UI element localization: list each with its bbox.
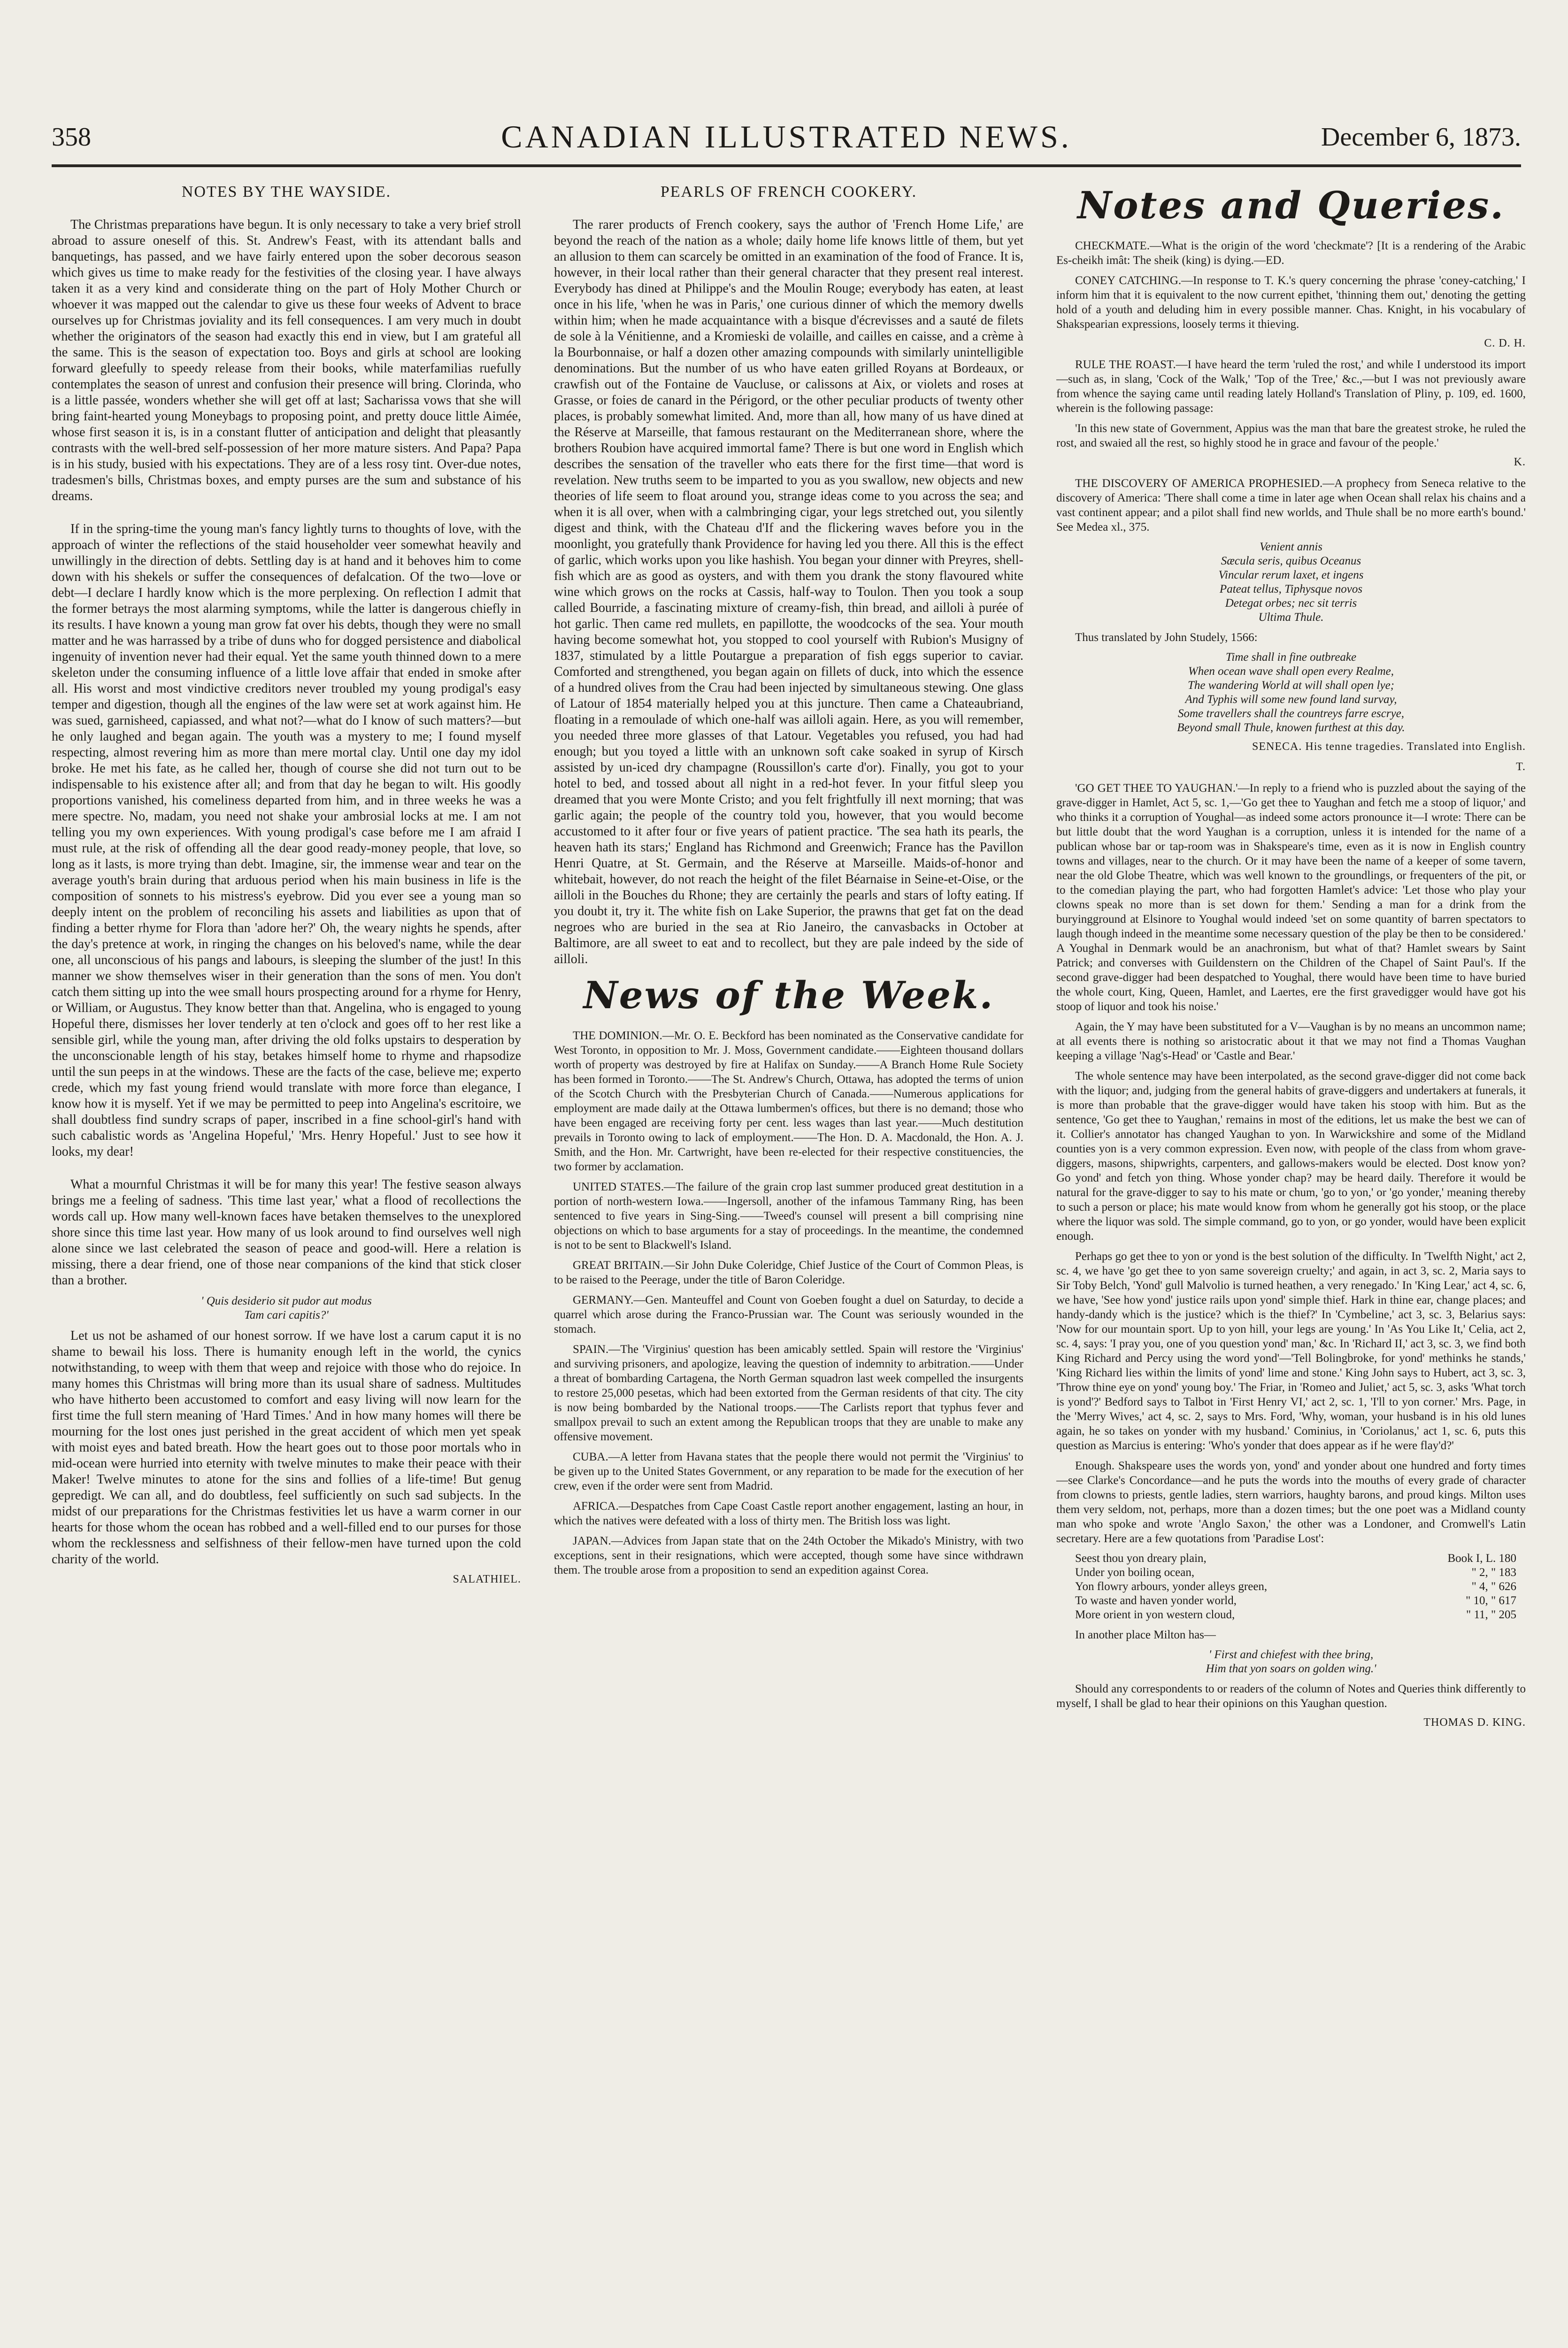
article-signature: SALATHIEL.: [453, 1573, 521, 1585]
column-notes-and-queries: [1056, 178, 1526, 2320]
issue-date: December 6, 1873.: [1321, 123, 1521, 152]
query-paragraph: CONEY CATCHING.—In response to T. K.'s query concerning the phrase 'coney-catching,' I inform him that it is equivalent to the now current epithet, 'thinning them out,' denoting the getting hold of a youth and deluding him in every possible manner. Chas. Knight, in his vocabulary of Shakspearian expressions, loosely terms it thieving.: [1056, 274, 1526, 331]
article-heading: NOTES BY THE WAYSIDE.: [181, 183, 392, 201]
query-paragraph: Again, the Y may have been substituted for a V—Vaughan is by no means an uncommon name; at all events there is nothing so aristocratic about it that we may not find a Thomas Vaughan keeping a village 'Nag's-Head' or 'Castle and Bear.': [1056, 1020, 1526, 1062]
quotation-row: More orient in yon western cloud, " 11, " 205: [1075, 1608, 1516, 1621]
verse-line: Vincular rerum laxet, et ingens: [1218, 569, 1364, 581]
verse-line: Him that yon soars on golden wing.': [1206, 1662, 1376, 1675]
query-paragraph: Thus translated by John Studely, 1566:: [1075, 631, 1258, 644]
verse-line: Time shall in fine outbreake: [1225, 651, 1357, 664]
verse-line: ' First and chiefest with thee bring,: [1208, 1648, 1374, 1661]
article-paragraph: The Christmas preparations have begun. It is only necessary to take a very brief stroll abroad to assure oneself of this. St. Andrew's Feast, with its attendant balls and banquetings, has passed, and we have fairly entered upon the sober decorous season which gives us time to make ready for the festivities of the closing year. I have always taken it as a very kind and considerate thing on the part of Holy Mother Church or whoever it was mapped out the calendar to give us these four weeks of Advent to brace ourselves up for Christmas joviality and its fell consequences. I am very much in doubt whether the originators of the season had exactly this end in view, but I am grateful all the same. This is the season of expectation too. Boys and girls at school are looking forward gleefully to speedy release from their books, while materfamilias ruefully contemplates the season of unrest and confusion their presence will bring. Clorinda, who is a little passée, wonders whether she will get off at last; Sacharissa vows that she will bring faint-hearted young Moneybags to proposing point, and pretty douce little Aimée, whose first season it is, is in a constant flutter of anticipation and delight that pleasantly contrasts with the well-bred self-possession of her more mature sisters. And Papa? Papa is in his study, busied with his expectations. They are of a less rosy tint. Over-due notes, tradesmen's bills, Christmas boxes, and empty purses are the sum and substance of his dreams.: [52, 217, 521, 503]
news-item: AFRICA.—Despatches from Cape Coast Castle report another engagement, lasting an hour, in which the natives were defeated with a loss of thirty men. The British loss was light.: [554, 1500, 1023, 1527]
quotation-row: Seest thou yon dreary plain, Book I, L. 180: [1075, 1552, 1516, 1565]
verse-line: Beyond small Thule, knowen furthest at this day.: [1177, 721, 1405, 734]
query-paragraph: 'GO GET THEE TO YAUGHAN.'—In reply to a friend who is puzzled about the saying of the grave-digger in Hamlet, Act 5, sc. 1,—'Go get thee to Yaughan and fetch me a stoop of liquor,' and who thinks it a corruption of Youghal—as indeed some actors pronounce it—I wrote: There can be but little doubt that the word Yaughan is a corruption, unless it is intended for the name of a publican whose bar or tap-room was in Shakspeare's time, even as it is now in English country towns and villages, near to the church. Or it may have been the name of a keeper of some tavern, near the old Globe Theatre, which was well known to the groundlings, or frequenters of the pit, or to the comedian playing the part, who had forgotten Hamlet's advice: 'Let those who play your clowns speak no more than is set down for them.' Sending a man for a drink from the buryingground at Elsinore to Youghal would indeed 'set on some quantity of barren spectators to laugh though indeed in the meantime some necessary question of the play be then to be considered.' A Youghal in Denmark would be an anachronism, but what of that? Hamlet swears by Saint Patrick; and converses with Guildenstern on the Children of the Chapel of Saint Paul's. If the second grave-digger had been despatched to Youghal, there would have been time to have buried the whole court, King, Queen, Hamlet, and Laertes, ere the first gravedigger would have got his stoop of liquor and took his noise.': [1056, 782, 1526, 1013]
quote-line: ' Quis desiderio sit pudor aut modus: [201, 1295, 372, 1307]
query-paragraph: THE DISCOVERY OF AMERICA PROPHESIED.—A prophecy from Seneca relative to the discovery of America: 'There shall come a time in later age when Ocean shall relax his chains and a vast continent appear; and a pilot shall find new worlds, and Thule shall be no more earth's bound.' See Medea xl., 375.: [1056, 477, 1526, 533]
query-paragraph: CHECKMATE.—What is the origin of the word 'checkmate'? [It is a rendering of the Arabic Es-cheikh imât: The sheik (king) is dying.—ED.: [1056, 239, 1526, 267]
news-item: GREAT BRITAIN.—Sir John Duke Coleridge, Chief Justice of the Court of Common Pleas, is to be raised to the Peerage, under the title of Baron Coleridge.: [554, 1259, 1023, 1286]
query-paragraph: In another place Milton has—: [1075, 1629, 1216, 1641]
query-signature: T.: [1516, 761, 1526, 773]
section-heading-notes-and-queries: Notes and Queries.: [1077, 183, 1505, 227]
article-paragraph: Let us not be ashamed of our honest sorrow. If we have lost a carum caput it is no shame to bewail his loss. There is humanity enough left in the world, the cynics notwithstanding, to weep with them that weep and rejoice with those who do rejoice. In many homes this Christmas will bring more than its usual share of sadness. Multitudes who have hitherto been accustomed to comfort and easy living will now learn for the first time the full stern meaning of 'Hard Times.' And in how many homes will there be mourning for the lost ones just perished in the great accident of which men yet speak with moist eyes and bated breath. How the heart goes out to those poor mortals who in mid-ocean were hurried into eternity with twelve minutes to make their peace with their Maker! Twelve minutes to atone for the sins and follies of a life-time! But genug gepredigt. We can all, and do doubtless, feel sufficiently on such sad subjects. In the midst of our preparations for the Christmas festivities let us have a warm corner in our hearts for those whom the ocean has robbed and a well-filled end to our purses for those whom the recklessness and selfishness of their fellow-men have turned upon the cold charity of the world.: [52, 1328, 521, 1567]
verse-line: When ocean wave shall open every Realme,: [1188, 665, 1394, 678]
english-verse: [1056, 650, 1526, 735]
milton-verse: [1056, 1648, 1526, 1676]
article-heading: PEARLS OF FRENCH COOKERY.: [660, 183, 917, 201]
section-heading-news-of-the-week: News of the Week.: [583, 973, 994, 1017]
quotation-row: Under yon boiling ocean, " 2, " 183: [1075, 1566, 1516, 1579]
page-number: 358: [52, 123, 91, 152]
news-item: CUBA.—A letter from Havana states that the people there would not permit the 'Virginius' to be given up to the United States Government, or any reparation to be made for the execution of her crew, even if the order were sent from Madrid.: [554, 1451, 1023, 1492]
news-item: JAPAN.—Advices from Japan state that on the 24th October the Mikado's Ministry, with two exceptions, sent in their resignations, which were accepted, though some have since withdrawn them. The trouble arose from a proposition to send an expedition against Corea.: [554, 1535, 1023, 1576]
query-paragraph: RULE THE ROAST.—I have heard the term 'ruled the rost,' and while I understood its import—such as, in slang, 'Cock of the Walk,' 'Top of the Tree,' &c.,—but I was not previously aware from whence the saying came until reading lately Holland's Translation of Pliny, p. 109, ed. 1600, wherein is the following passage:: [1056, 358, 1526, 415]
article-paragraph: The rarer products of French cookery, says the author of 'French Home Life,' are beyond the reach of the nation as a whole; daily home life knows little of them, but yet an allusion to them can scarcely be omitted in an examination of the food of France. It is, however, in their local rather than their general character that they present real interest. Everybody has dined at Philippe's and the Moulin Rouge; everybody has eaten, at least once in his life, 'when he was in Paris,' one curious dinner of which the memory dwells within him; when he made acquaintance with a bisque d'écrevisses and a sauté de filets de sole à la Vénitienne, and a Kromieski de volaille, and cailles en caisse, and a crème à la Bourbonnaise, or half a dozen other amazing compounds with similarly unintelligible denominations. But the number of us who have eaten grilled Royans at Bordeaux, or crawfish out of the Fontaine de Vaucluse, or calissons at Aix, or violets and roses at Grasse, or foies de canard in the Périgord, or the other peculiar products of twenty other places, is probably somewhat limited. And, more than all, how many of us have dined at the Réserve at Marseille, that famous restaurant on the Mediterranean shore, where the brothers Roubion have acquired immortal fame? There is but one word in English which describes the sensation of the traveller who eats there for the first time—that word is revelation. New truths seem to be imparted to you as you swallow, new objects and new theories of life seem to float around you, strange ideas come to you across the sea; and when it is all over, when with a calmbringing cigar, your legs stretched out, you silently digest and think, with the Chateau d'If and the flickering waves before you in the moonlight, you gratefully thank Providence for having led you there. All this is the effect of garlic, which works upon you like hashish. You began your dinner with Preyres, shell-fish which are as good as oysters, and with them you drank the stony flavoured white wine which grows on the rocks at Cassis, half-way to Toulon. Then you took a soup called Bourride, a fascinating mixture of creamy-fish, thin bread, and ailloli à purée of hot garlic. Then came red mullets, en papillotte, the woodcocks of the sea. Your mouth having become somewhat hot, you stopped to cool yourself with Rubion's Musigny of 1837, stimulated by a little Poutargue a preparation of fish eggs superior to caviar. Comforted and strengthened, you began again on fillets of duck, into which the essence of a hundred olives from the Crau had been injected by simultaneous stewing. One glass of Latour of 1854 materially helped you at this juncture. Then came a Chateaubriand, floating in a remoulade of which one-half was ailloli again. Here, as you will remember, you needed three more glasses of that Latour. Vegetables you refused, you had had enough; but you toyed a little with an unknown soft cake soaked in syrup of Kirsch assisted by un-iced dry champagne (Roussillon's carte d'or). Finally, you got to your hotel to bed, and tossed about all night in a red-hot fever. In your fitful sleep you dreamed that you were Monte Cristo; and you felt frightfully ill next morning; that was garlic again; the people of the country told you, however, that you would become accustomed to it after four or five years of patient practice. 'The sea hath its pearls, the heaven hath its stars;' England has Richmond and Greenwich; France has the Pavillon Henri Quatre, at St. Germain, and the Réserve at Marseille. Maids-of-honor and whitebait, however, do not reach the height of the filet Béarnaise in Seine-et-Oise, or the ailloli in the Bouches du Rhone; they are certainly the pearls and stars of lofty eating. If you doubt it, try it. The white fish on Lake Superior, the prawns that get fat on the dead negroes who are buried in the sea at Rio Janeiro, the canvasbacks in October at Baltimore, are all sweet to eat and to recollect, but they are pale indeed by the side of ailloli.: [554, 217, 1023, 966]
divider: [52, 510, 521, 521]
latin-quote: [52, 1294, 521, 1322]
news-item: THE DOMINION.—Mr. O. E. Beckford has been nominated as the Conservative candidate for West Toronto, in opposition to Mr. J. Moss, Government candidate.——Eighteen thousand dollars worth of property was destroyed by fire at Halifax on Sunday.——A Branch Home Rule Society has been formed in Toronto.——The St. Andrew's Church, Ottawa, has adopted the terms of union of the Scotch Church with the Presbyterian Church of Canada.——Numerous applications for employment are made daily at the Ottawa lumbermen's offices, but there is no demand; those who have been engaged are receiving forty per cent. less wages than last year.——Much destitution prevails in Toronto owing to lack of employment.——The Hon. D. A. Macdonald, the Hon. A. J. Smith, and the Hon. Mr. Cartwright, have been re-elected for their respective constituencies, the two former by acclamation.: [554, 1029, 1023, 1173]
quote-line: Tam cari capitis?': [244, 1309, 329, 1321]
milton-quotations-table: [1075, 1552, 1526, 1622]
column-notes-by-the-wayside: [52, 178, 521, 2320]
article-paragraph: If in the spring-time the young man's fancy lightly turns to thoughts of love, with the approach of winter the reflections of the staid householder veer somewhat heavily and unwillingly in the direction of debts. Settling day is at hand and it behoves him to come down with his shekels or suffer the consequences of defalcation. Of the two—love or debt—I declare I hardly know which is the more perplexing. On reflection I admit that the former betrays the most alarming symptoms, while the latter is dangerous chiefly in its results. I have known a young man grow fat over his debts, though they were no small matter and he was harrassed by a tribe of duns who for dogged persistence and diabolical ingenuity of invention never had their equal. Yet the same youth thinned down to a mere skeleton under the consuming influence of a little love affair that ended in smoke after all. His worst and most vindictive creditors never troubled my young prodigal's easy temper and digestion, though all the engines of the law were set at work against him. He was sued, garnisheed, capiassed, and what not?—what do I know of such matters?—but he only laughed and began again. The youth was a mystery to me; I found myself respecting, almost revering him as more than mere mortal clay. Until one day my idol broke. He met his fate, as he called her, though of course she did not turn out to be indispensable to his existence after all; and from that day he began to wilt. His goodly proportions vanished, his comeliness departed from him, and in three weeks he was a mere spectre. No, madam, you need not shake your ambrosial locks at me. I am not telling you my own experiences. With young prodigal's case before me I am afraid I must rule, at the risk of offending all the dear good ready-money people, that love, so long as it lasts, is more trying than debt. Imagine, sir, the immense wear and tear on the average youth's brain during that arduous period when his main business in life is the composition of sonnets to his mistress's eyebrow. Did you ever see a young man so deeply intent on the problem of reconciling his assets and liabilities as upon that of finding a better rhyme for Flora than 'adore her?' Oh, the weary nights he spends, after the day's pretence at work, in ringing the changes on his beloved's name, while the dear one, all unconscious of his pangs and labours, is sleeping the slumber of the just! In this manner we show themselves wiser in their generation than the sons of men. You don't catch them sitting up into the wee small hours prospecting around for a rhyme for Henry, or William, or Augustus. They know better than that. Angelina, who is engaged to young Hopeful there, dismisses her lover tenderly at ten o'clock and goes off to her rest like a sensible girl, while the young man, after driving the old folks upstairs to desperation by the unconscionable length of his stay, betakes himself home to rhyme and rhapsodize until the sun peeps in at the windows. These are the facts of the case, believe me; experto crede, which my fast young friend would translate with more force than elegance, I know how it is myself. Yet if we may be permitted to peep into Angelina's escritoire, we shall doubtless find sundry scraps of paper, inscribed in a fine school-girl's hand with such cabalistic words as 'Angelina Hopeful,' 'Mrs. Henry Hopeful.' Just to see how it looks, my dear!: [52, 522, 521, 1159]
query-paragraph: Perhaps go get thee to yon or yond is the best solution of the difficulty. In 'Twelfth Night,' act 2, sc. 4, we have 'go get thee to yon same sovereign cruelty;' and again, in act 3, sc. 2, Maria says to Sir Toby Belch, 'Yond' gull Malvolio is turned heathen, a very renegado.' In 'King Lear,' act 4, sc. 6, we have, 'See how yond' justice rails upon yond' simple thief. Hark in thine ear, change places; and handy-dandy which is the justice? which is the thief?' In 'Cymbeline,' act 3, sc. 3, Belarius says: 'Now for our mountain sport. Up to yon hill, your legs are young.' In 'As You Like It,' Celia, act 2, sc. 4, says: 'I pray you, one of you question yond' man,' &c. In 'Richard II,' act 3, sc. 3, we find both King Richard and Percy using the word yond'—'Tell Bolingbroke, for yond' methinks he stands,' 'King Richard lies within the limits of yond' lime and stone.' King John says to Hubert, act 3, sc. 3, 'Throw thine eye on yond' young boy.' The Friar, in 'Romeo and Juliet,' act 5, sc. 3, asks 'What torch is yond'?' Bedford says to Talbot in 'First Henry VI,' act 2, sc. 1, 'I'll to yon corner.' Mrs. Page, in the 'Merry Wives,' act 4, sc. 2, says to Mrs. Ford, 'Why, woman, your husband is in his old lunes again, he so takes on yonder with my husband.' Cominius, in 'Coriolanus,' act 1, sc. 6, puts this question as Marcius is entering: 'Who's yonder that does appear as if he were flay'd?': [1056, 1250, 1526, 1452]
latin-verse: [1056, 540, 1526, 625]
verse-line: Venient annis: [1259, 541, 1322, 553]
query-quote: 'In this new state of Government, Appius was the man that bare the greatest stroke, he ruled the rost, and swaied all the rest, so highly stood he in grace and favour of the people.': [1056, 422, 1526, 449]
verse-line: And Typhis will some new found land survay,: [1185, 693, 1397, 706]
verse-line: Pateat tellus, Tiphysque novos: [1219, 583, 1363, 595]
verse-line: Detegat orbes; nec sit terris: [1225, 597, 1357, 610]
query-paragraph: Enough. Shakspeare uses the words yon, yond' and yonder about one hundred and forty times—see Clarke's Concordance—and he puts the words into the mouths of every grade of character from clowns to priests, gentle ladies, stern warriors, haughty barons, and proud kings. Milton uses them very seldom, not, perhaps, more than a dozen times; but the one poet was a Midland county man who spoke and wrote 'Anglo Saxon,' the other was a Londoner, and Cromwell's Latin secretary. Here are a few quotations from 'Paradise Lost':: [1056, 1460, 1526, 1545]
verse-line: Ultima Thule.: [1258, 611, 1324, 624]
newspaper-title: CANADIAN ILLUSTRATED NEWS.: [501, 119, 1072, 154]
article-paragraph: What a mournful Christmas it will be for many this year! The festive season always brings me a feeling of sadness. 'This time last year,' what a flood of recollections the words call up. How many well-known faces have betaken themselves to the unexplored shore since this time last year. How many of us look around to find ourselves well nigh alone since we last celebrated the season of peace and good-will. Here a relation is missing, there a dear friend, one of those near companions of the kind that stick closer than a brother.: [52, 1177, 521, 1288]
masthead-rule: [52, 164, 1521, 167]
verse-line: The wandering World at will shall open lye;: [1187, 679, 1395, 692]
verse-line: Sæcula seris, quibus Oceanus: [1221, 555, 1361, 567]
divider: [52, 1166, 521, 1177]
query-paragraph: Should any correspondents to or readers of the column of Notes and Queries think differently to myself, I shall be glad to hear their opinions on this Yaughan question.: [1056, 1683, 1526, 1710]
news-item: UNITED STATES.—The failure of the grain crop last summer produced great destitution in a portion of north-western Iowa.——Ingersoll, another of the infamous Tammany Ring, has been sentenced to five years in Sing-Sing.——Tweed's counsel will present a bill comprising nine objections on which to base arguments for a stay of proceedings. In the meantime, the condemned is not to be sent to Blackwell's Island.: [554, 1181, 1023, 1251]
query-paragraph: The whole sentence may have been interpolated, as the second grave-digger did not come back with the liquor; and, judging from the general habits of grave-diggers and undertakers at funerals, it is more than probable that the grave-digger would have taken his stoop with him. But as the sentence, 'Go get thee to Yaughan,' remains in most of the editions, let us make the best we can of it. Collier's annotator has changed Yaughan to yon. In Warwickshire and some of the Midland counties yon is a very common expression. Even now, with people of the class from whom grave-diggers, masons, shipwrights, carpenters, and gallows-makers would be elected. Dost know yon? Go yond' and fetch yon thing. Whose yonder chap? may be heard daily. Therefore it would be natural for the grave-digger to say to his mate or chum, 'go to yon,' or 'go yonder,' meaning thereby to such a person or place; his mate would know from whom he generally got his stoop, or the place where the liquor was sold. The simple command, go to yon, or go yonder, would have been explicit enough.: [1056, 1070, 1526, 1243]
verse-line: Some travellers shall the countreys farre escrye,: [1177, 707, 1405, 720]
masthead: [52, 113, 1521, 164]
column-french-cookery-and-news: [554, 178, 1023, 2320]
verse-attribution: SENECA. His tenne tragedies. Translated into English.: [1252, 741, 1526, 753]
query-signature: K.: [1514, 456, 1526, 468]
query-signature: THOMAS D. KING.: [1423, 1716, 1526, 1729]
news-item: GERMANY.—Gen. Manteuffel and Count von Goeben fought a duel on Saturday, to decide a quarrel which arose during the Franco-Prussian war. The Count was seriously wounded in the stomach.: [554, 1294, 1023, 1336]
query-signature: C. D. H.: [1484, 337, 1526, 349]
quotation-row: To waste and haven yonder world, " 10, " 617: [1075, 1594, 1516, 1607]
quotation-row: Yon flowry arbours, yonder alleys green, " 4, " 626: [1075, 1580, 1516, 1593]
news-item: SPAIN.—The 'Virginius' question has been amicably settled. Spain will restore the 'Virginius' and surviving prisoners, and apologize, leaving the question of indemnity to arbitration.——Under a threat of bombarding Cartagena, the North German squadron last week compelled the insurgents to restore 25,000 pesetas, which had been extorted from the German residents of that city. The city is now being bombarded by the National troops.——The Carlists report that typhus fever and smallpox prevail to such an extent among the Republican troops that they are unable to make any offensive movement.: [554, 1343, 1023, 1443]
